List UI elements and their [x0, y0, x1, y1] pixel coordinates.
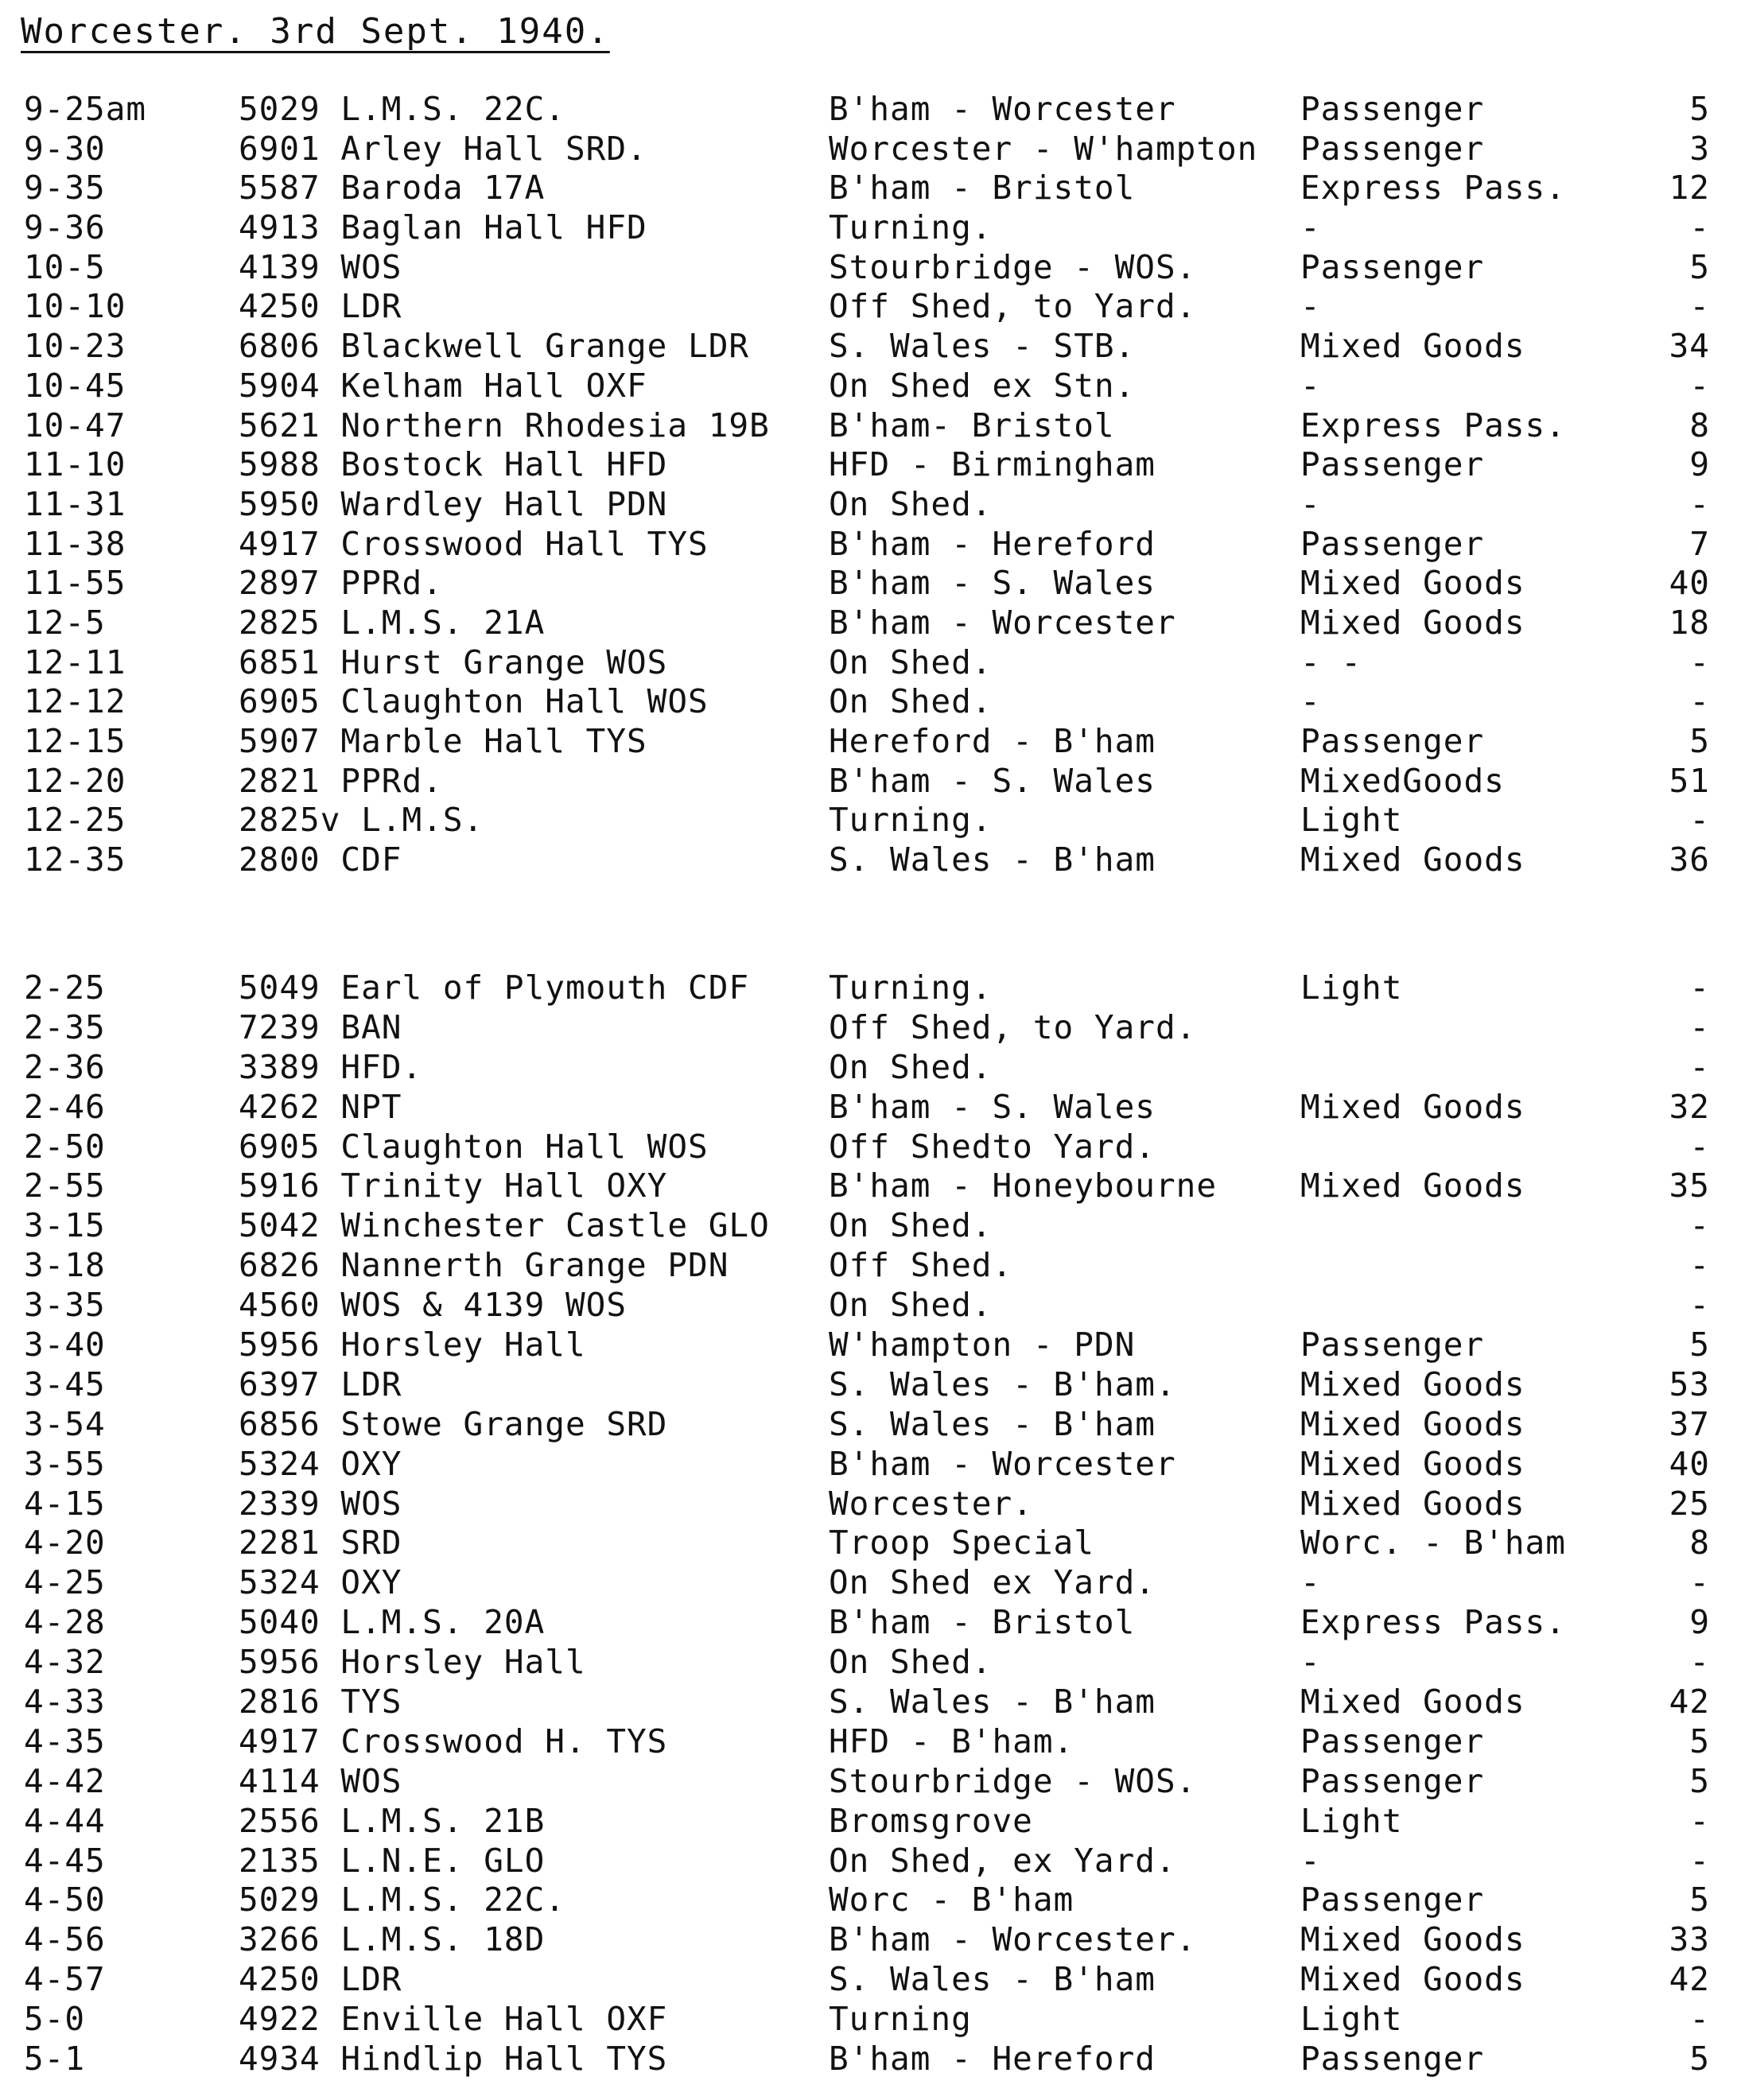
entry-count: 32	[1669, 1087, 1710, 1126]
entry-engine: 5956 Horsley Hall	[239, 1326, 586, 1364]
entry-count: 5	[1689, 247, 1710, 286]
entry-route: B'ham - Hereford	[829, 524, 1156, 563]
entry-route: B'ham - Bristol	[829, 1603, 1136, 1642]
entry-count: 53	[1669, 1364, 1710, 1403]
entry-time: 4-44	[24, 1801, 106, 1840]
log-entry	[0, 287, 1737, 327]
entry-count: -	[1689, 682, 1710, 721]
log-entry	[0, 1166, 1737, 1206]
log-entry	[0, 130, 1737, 169]
entry-route: Off Shed, to Yard.	[829, 1007, 1197, 1046]
entry-count: -	[1689, 1007, 1710, 1046]
entry-engine: 4917 Crosswood Hall TYS	[239, 524, 709, 563]
entry-count: 5	[1689, 1722, 1710, 1760]
log-entry	[0, 406, 1737, 446]
log-entry	[0, 2000, 1737, 2040]
entry-time: 10-5	[24, 247, 106, 286]
log-entry	[0, 1246, 1737, 1286]
entry-route: B'ham - Worcester	[829, 603, 1176, 642]
entry-time: 5-1	[24, 2040, 86, 2079]
entry-time: 3-45	[24, 1364, 106, 1403]
entry-type: Mixed Goods	[1300, 1404, 1525, 1443]
entry-time: 3-15	[24, 1206, 106, 1245]
entry-count: 9	[1689, 445, 1710, 484]
entry-route: HFD - B'ham.	[829, 1722, 1074, 1760]
log-entry	[0, 1563, 1737, 1603]
entry-time: 4-33	[24, 1683, 106, 1722]
entry-engine: 5988 Bostock Hall HFD	[239, 445, 668, 484]
log-entry	[0, 722, 1737, 762]
entry-engine: 4934 Hindlip Hall TYS	[239, 2040, 668, 2079]
entry-time: 2-55	[24, 1166, 106, 1205]
entry-type: Mixed Goods	[1300, 603, 1525, 642]
entry-time: 9-35	[24, 169, 106, 208]
entry-engine: 4250 LDR	[239, 287, 402, 326]
entry-count: 5	[1689, 1881, 1710, 1920]
entry-count: -	[1689, 1286, 1710, 1325]
entry-route: B'ham - Bristol	[829, 169, 1136, 208]
entry-engine: 4917 Crosswood H. TYS	[239, 1722, 668, 1760]
entry-time: 12-15	[24, 722, 126, 760]
entry-type: Light	[1300, 801, 1403, 840]
entry-engine: 5029 L.M.S. 22C.	[239, 90, 565, 128]
entry-count: -	[1689, 968, 1710, 1007]
entry-type: -	[1300, 1643, 1321, 1682]
entry-route: Worcester.	[829, 1484, 1033, 1523]
entry-type: Express Pass.	[1300, 406, 1566, 444]
entry-engine: 3389 HFD.	[239, 1047, 423, 1086]
log-entry	[0, 248, 1737, 288]
entry-type: Mixed Goods	[1300, 1960, 1525, 1999]
entry-time: 2-25	[24, 968, 106, 1007]
log-entry	[0, 1405, 1737, 1445]
entry-count: -	[1689, 1563, 1710, 1602]
entry-time: 9-30	[24, 129, 106, 168]
log-entry	[0, 1920, 1737, 1960]
entry-type: Express Pass.	[1300, 169, 1566, 208]
log-entry	[0, 525, 1737, 565]
entry-time: 10-23	[24, 327, 126, 366]
entry-route: Bromsgrove	[829, 1801, 1033, 1840]
entry-time: 2-35	[24, 1007, 106, 1046]
entry-time: 3-40	[24, 1326, 106, 1364]
entry-engine: 2281 SRD	[239, 1524, 402, 1562]
log-entry	[0, 1206, 1737, 1246]
entry-route: On Shed.	[829, 682, 993, 721]
entry-route: B'ham - S. Wales	[829, 564, 1156, 603]
entry-type: Passenger	[1300, 1722, 1485, 1760]
entry-count: 12	[1669, 169, 1710, 208]
entry-engine: 5587 Baroda 17A	[239, 169, 546, 208]
entry-count: 40	[1669, 1444, 1710, 1483]
entry-engine: 5950 Wardley Hall PDN	[239, 484, 668, 523]
entry-type: Mixed Goods	[1300, 327, 1525, 366]
entry-count: -	[1689, 1206, 1710, 1245]
entry-engine: 6856 Stowe Grange SRD	[239, 1404, 668, 1443]
entry-type: -	[1300, 208, 1321, 247]
entry-type: Mixed Goods	[1300, 1920, 1525, 1959]
entry-route: Turning	[829, 2000, 972, 2039]
entry-count: 42	[1669, 1960, 1710, 1999]
entry-route: S. Wales - B'ham.	[829, 1364, 1176, 1403]
entry-type: Mixed Goods	[1300, 1364, 1525, 1403]
entry-count: 42	[1669, 1683, 1710, 1722]
entry-route: HFD - Birmingham	[829, 445, 1156, 484]
afternoon-log	[0, 968, 1737, 2079]
entry-engine: 5904 Kelham Hall OXF	[239, 366, 647, 405]
entry-route: S. Wales - B'ham	[829, 1960, 1156, 1999]
entry-time: 11-55	[24, 564, 126, 603]
entry-count: 7	[1689, 524, 1710, 563]
entry-route: Turning.	[829, 208, 993, 247]
entry-engine: 5907 Marble Hall TYS	[239, 722, 647, 760]
entry-time: 4-50	[24, 1881, 106, 1920]
entry-engine: 2821 PPRd.	[239, 761, 443, 800]
entry-route: Off Shedto Yard.	[829, 1127, 1156, 1166]
entry-count: 18	[1669, 603, 1710, 642]
entry-route: Worc - B'ham	[829, 1881, 1074, 1920]
entry-time: 4-28	[24, 1603, 106, 1642]
log-entry	[0, 1802, 1737, 1842]
entry-route: Troop Special	[829, 1524, 1094, 1562]
entry-time: 4-32	[24, 1643, 106, 1682]
log-entry	[0, 840, 1737, 880]
log-entry	[0, 1048, 1737, 1088]
entry-time: 11-10	[24, 445, 126, 484]
log-entry	[0, 367, 1737, 406]
log-entry	[0, 1286, 1737, 1326]
entry-route: On Shed.	[829, 1643, 993, 1682]
entry-engine: 5621 Northern Rhodesia 19B	[239, 406, 770, 444]
entry-type: Passenger	[1300, 247, 1485, 286]
log-entry	[0, 1445, 1737, 1485]
entry-type: Light	[1300, 1801, 1403, 1840]
entry-time: 3-54	[24, 1404, 106, 1443]
entry-time: 4-25	[24, 1563, 106, 1602]
entry-engine: 5956 Horsley Hall	[239, 1643, 586, 1682]
entry-engine: 5324 OXY	[239, 1444, 402, 1483]
entry-engine: 2816 TYS	[239, 1683, 402, 1722]
entry-route: S. Wales - STB.	[829, 327, 1136, 366]
entry-route: B'ham - Worcester	[829, 90, 1176, 128]
entry-count: 8	[1689, 1524, 1710, 1562]
entry-type: -	[1300, 287, 1321, 326]
entry-type: -	[1300, 484, 1321, 523]
entry-type: - -	[1300, 642, 1362, 681]
log-entry	[0, 682, 1737, 722]
log-entry	[0, 1960, 1737, 2000]
entry-count: 25	[1669, 1484, 1710, 1523]
log-entry	[0, 1881, 1737, 1920]
entry-type: Passenger	[1300, 1326, 1485, 1364]
log-entry	[0, 968, 1737, 1008]
entry-time: 10-45	[24, 366, 126, 405]
entry-time: 3-35	[24, 1286, 106, 1325]
entry-engine: 2556 L.M.S. 21B	[239, 1801, 546, 1840]
log-entry	[0, 1088, 1737, 1128]
entry-time: 4-42	[24, 1761, 106, 1800]
entry-count: -	[1689, 366, 1710, 405]
entry-route: B'ham - Honeybourne	[829, 1166, 1217, 1205]
entry-count: -	[1689, 2000, 1710, 2039]
entry-count: 5	[1689, 2040, 1710, 2079]
entry-type: Passenger	[1300, 129, 1485, 168]
entry-count: 37	[1669, 1404, 1710, 1443]
morning-log	[0, 90, 1737, 880]
log-entry	[0, 2040, 1737, 2079]
entry-count: 33	[1669, 1920, 1710, 1959]
log-entry	[0, 1643, 1737, 1683]
entry-engine: 5324 OXY	[239, 1563, 402, 1602]
log-entry	[0, 801, 1737, 840]
entry-engine: 2825 L.M.S. 21A	[239, 603, 546, 642]
entry-count: 5	[1689, 1761, 1710, 1800]
entry-time: 9-25am	[24, 90, 147, 128]
entry-time: 12-25	[24, 801, 126, 840]
log-entry	[0, 1683, 1737, 1722]
entry-count: -	[1689, 1127, 1710, 1166]
entry-type: Mixed Goods	[1300, 840, 1525, 879]
log-entry	[0, 1008, 1737, 1048]
entry-engine: 4913 Baglan Hall HFD	[239, 208, 647, 247]
entry-engine: 2135 L.N.E. GLO	[239, 1841, 546, 1880]
entry-route: B'ham- Bristol	[829, 406, 1115, 444]
entry-time: 4-57	[24, 1960, 106, 1999]
entry-count: 51	[1669, 761, 1710, 800]
entry-route: S. Wales - B'ham	[829, 1683, 1156, 1722]
entry-count: 5	[1689, 722, 1710, 760]
entry-type: -	[1300, 682, 1321, 721]
entry-engine: 2339 WOS	[239, 1484, 402, 1523]
entry-type: Passenger	[1300, 722, 1485, 760]
entry-count: 3	[1689, 129, 1710, 168]
log-entry	[0, 169, 1737, 208]
entry-type: Mixed Goods	[1300, 1484, 1525, 1523]
entry-engine: 6826 Nannerth Grange PDN	[239, 1246, 729, 1285]
log-entry	[0, 90, 1737, 130]
entry-count: -	[1689, 208, 1710, 247]
entry-count: 40	[1669, 564, 1710, 603]
entry-route: On Shed.	[829, 1206, 993, 1245]
entry-route: S. Wales - B'ham	[829, 1404, 1156, 1443]
entry-type: Passenger	[1300, 90, 1485, 128]
entry-type: Light	[1300, 2000, 1403, 2039]
entry-count: 5	[1689, 1326, 1710, 1364]
entry-count: -	[1689, 287, 1710, 326]
entry-time: 11-31	[24, 484, 126, 523]
entry-route: B'ham - Hereford	[829, 2040, 1156, 2079]
entry-engine: 2825v L.M.S.	[239, 801, 484, 840]
entry-count: -	[1689, 801, 1710, 840]
entry-route: Stourbridge - WOS.	[829, 247, 1197, 286]
entry-type: Passenger	[1300, 1761, 1485, 1800]
entry-type: Mixed Goods	[1300, 1087, 1525, 1126]
entry-route: S. Wales - B'ham	[829, 840, 1156, 879]
entry-time: 2-46	[24, 1087, 106, 1126]
entry-count: 5	[1689, 90, 1710, 128]
entry-count: 9	[1689, 1603, 1710, 1642]
entry-engine: 5916 Trinity Hall OXY	[239, 1166, 668, 1205]
entry-engine: 6905 Claughton Hall WOS	[239, 682, 709, 721]
entry-count: -	[1689, 1643, 1710, 1682]
entry-count: 8	[1689, 406, 1710, 444]
log-entry	[0, 1326, 1737, 1365]
entry-time: 12-20	[24, 761, 126, 800]
entry-time: 4-20	[24, 1524, 106, 1562]
log-entry	[0, 564, 1737, 604]
entry-count: 34	[1669, 327, 1710, 366]
entry-route: On Shed.	[829, 642, 993, 681]
entry-route: B'ham - S. Wales	[829, 761, 1156, 800]
entry-route: W'hampton - PDN	[829, 1326, 1136, 1364]
log-entry	[0, 1603, 1737, 1643]
entry-type: Passenger	[1300, 524, 1485, 563]
entry-type: -	[1300, 1563, 1321, 1602]
entry-engine: 4250 LDR	[239, 1960, 402, 1999]
entry-engine: 5040 L.M.S. 20A	[239, 1603, 546, 1642]
entry-route: B'ham - Worcester	[829, 1444, 1176, 1483]
entry-route: Worcester - W'hampton	[829, 129, 1258, 168]
entry-engine: 4560 WOS & 4139 WOS	[239, 1286, 627, 1325]
entry-time: 2-50	[24, 1127, 106, 1166]
log-entry	[0, 604, 1737, 643]
entry-engine: 6806 Blackwell Grange LDR	[239, 327, 750, 366]
entry-count: -	[1689, 642, 1710, 681]
entry-count: -	[1689, 1246, 1710, 1285]
entry-time: 3-18	[24, 1246, 106, 1285]
entry-engine: 4114 WOS	[239, 1761, 402, 1800]
entry-time: 9-36	[24, 208, 106, 247]
entry-count: -	[1689, 1047, 1710, 1086]
entry-route: B'ham - Worcester.	[829, 1920, 1197, 1959]
entry-engine: 2897 PPRd.	[239, 564, 443, 603]
log-entry	[0, 1128, 1737, 1167]
entry-count: -	[1689, 484, 1710, 523]
entry-type: Passenger	[1300, 2040, 1485, 2079]
entry-time: 10-47	[24, 406, 126, 444]
entry-time: 11-38	[24, 524, 126, 563]
entry-route: Hereford - B'ham	[829, 722, 1156, 760]
entry-engine: 4139 WOS	[239, 247, 402, 286]
entry-count: -	[1689, 1801, 1710, 1840]
entry-time: 2-36	[24, 1047, 106, 1086]
entry-type: Mixed Goods	[1300, 1683, 1525, 1722]
log-entry	[0, 208, 1737, 248]
log-entry	[0, 1762, 1737, 1802]
entry-route: Off Shed, to Yard.	[829, 287, 1197, 326]
entry-route: On Shed ex Yard.	[829, 1563, 1156, 1602]
entry-time: 12-35	[24, 840, 126, 879]
entry-engine: 5042 Winchester Castle GLO	[239, 1206, 770, 1245]
entry-type: Passenger	[1300, 1881, 1485, 1920]
entry-route: On Shed, ex Yard.	[829, 1841, 1176, 1880]
page-title: Worcester. 3rd Sept. 1940.	[21, 11, 610, 52]
entry-engine: 6901 Arley Hall SRD.	[239, 129, 647, 168]
entry-engine: 2800 CDF	[239, 840, 402, 879]
entry-count: 35	[1669, 1166, 1710, 1205]
entry-type: Passenger	[1300, 445, 1485, 484]
entry-time: 4-15	[24, 1484, 106, 1523]
entry-type: Worc. - B'ham	[1300, 1524, 1566, 1562]
entry-route: B'ham - S. Wales	[829, 1087, 1156, 1126]
entry-time: 3-55	[24, 1444, 106, 1483]
entry-engine: 6851 Hurst Grange WOS	[239, 642, 668, 681]
entry-type: -	[1300, 1841, 1321, 1880]
entry-time: 10-10	[24, 287, 126, 326]
entry-time: 12-11	[24, 642, 126, 681]
entry-route: Turning.	[829, 801, 993, 840]
entry-time: 12-5	[24, 603, 106, 642]
log-entry	[0, 643, 1737, 683]
entry-engine: 6397 LDR	[239, 1364, 402, 1403]
entry-type: MixedGoods	[1300, 761, 1505, 800]
entry-time: 12-12	[24, 682, 126, 721]
log-entry	[0, 1485, 1737, 1524]
entry-type: Mixed Goods	[1300, 1444, 1525, 1483]
log-entry	[0, 1842, 1737, 1881]
log-entry	[0, 1524, 1737, 1563]
entry-type: Light	[1300, 968, 1403, 1007]
entry-engine: 3266 L.M.S. 18D	[239, 1920, 546, 1959]
entry-route: On Shed.	[829, 1047, 993, 1086]
log-entry	[0, 445, 1737, 485]
entry-route: Stourbridge - WOS.	[829, 1761, 1197, 1800]
entry-engine: 6905 Claughton Hall WOS	[239, 1127, 709, 1166]
entry-count: 36	[1669, 840, 1710, 879]
entry-type: -	[1300, 366, 1321, 405]
entry-time: 4-35	[24, 1722, 106, 1760]
log-entry	[0, 485, 1737, 525]
entry-time: 4-45	[24, 1841, 106, 1880]
entry-route: On Shed.	[829, 1286, 993, 1325]
entry-engine: 7239 BAN	[239, 1007, 402, 1046]
entry-type: Express Pass.	[1300, 1603, 1566, 1642]
entry-route: On Shed.	[829, 484, 993, 523]
log-entry	[0, 327, 1737, 367]
entry-engine: 4922 Enville Hall OXF	[239, 2000, 668, 2039]
log-entry	[0, 1365, 1737, 1405]
entry-type: Mixed Goods	[1300, 1166, 1525, 1205]
log-entry	[0, 1722, 1737, 1762]
entry-route: Turning.	[829, 968, 993, 1007]
entry-engine: 5029 L.M.S. 22C.	[239, 1881, 565, 1920]
entry-type: Mixed Goods	[1300, 564, 1525, 603]
entry-route: Off Shed.	[829, 1246, 1013, 1285]
entry-engine: 5049 Earl of Plymouth CDF	[239, 968, 750, 1007]
entry-count: -	[1689, 1841, 1710, 1880]
entry-engine: 4262 NPT	[239, 1087, 402, 1126]
entry-time: 4-56	[24, 1920, 106, 1959]
entry-route: On Shed ex Stn.	[829, 366, 1136, 405]
log-entry	[0, 762, 1737, 802]
entry-time: 5-0	[24, 2000, 86, 2039]
